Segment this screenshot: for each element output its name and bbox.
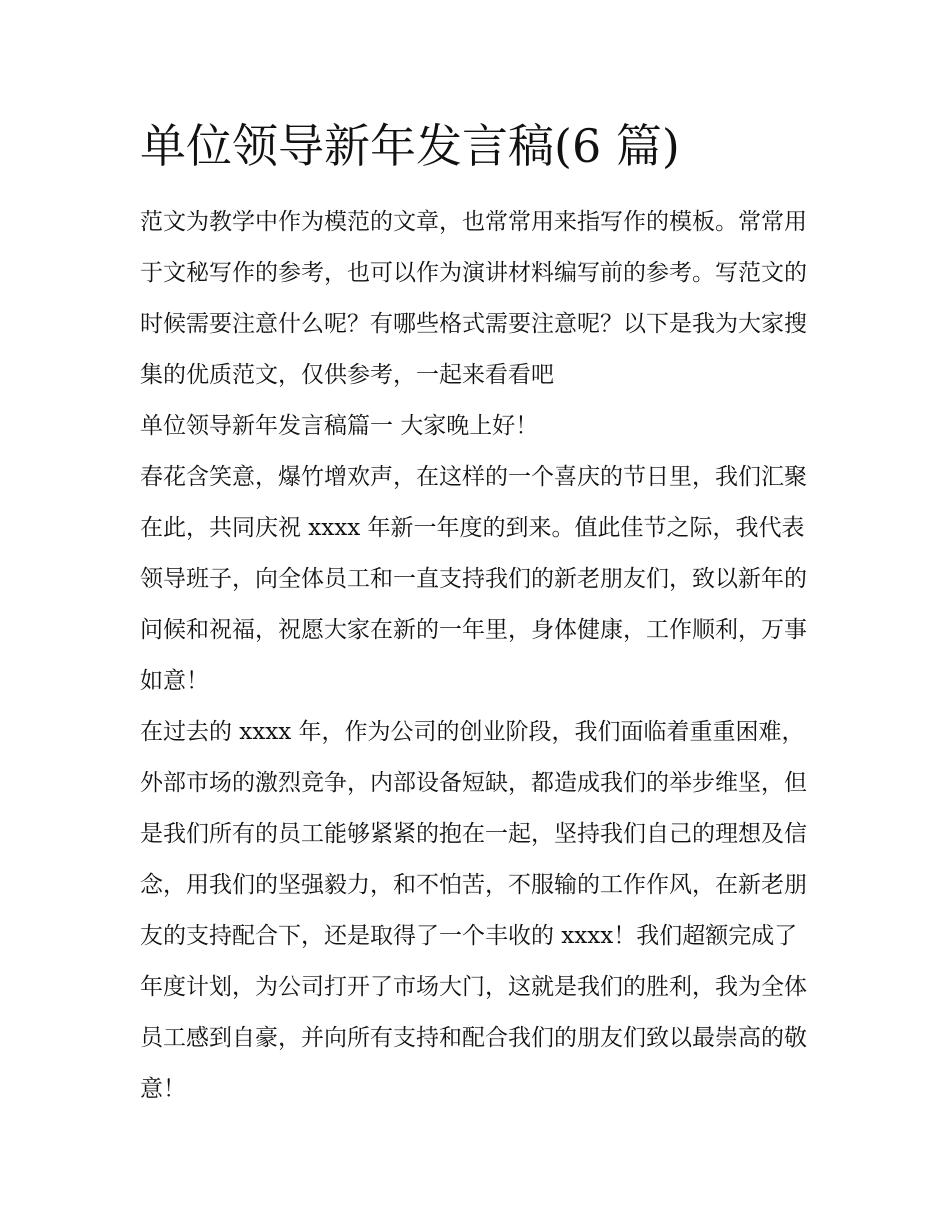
document-body	[140, 197, 812, 1115]
paragraph-review: 在过去的 xxxx 年，作为公司的创业阶段，我们面临着重重困难，外部市场的激烈竞争，内部设备短缺，都造成我们的举步维坚，但是我们所有的员工能够紧紧的抱在一起，坚持我们自己的理想及信念，用我们的坚强毅力，和不怕苦，不服输的工作作风，在新老朋友的支持配合下，还是取得了一个丰收的 xxxx！我们超额完成了年度计划，为公司打开了市场大门，这就是我们的胜利，我为全体员工感到自豪，并向所有支持和配合我们的朋友们致以最崇高的敬意！	[140, 719, 807, 1102]
paragraph-section-heading: 单位领导新年发言稿篇一 大家晚上好！	[140, 413, 539, 439]
paragraph-intro: 范文为教学中作为模范的文章，也常常用来指写作的模板。常常用于文秘写作的参考，也可以作为演讲材料编写前的参考。写范文的时候需要注意什么呢？有哪些格式需要注意呢？以下是我为大家搜集的优质范文，仅供参考，一起来看看吧	[140, 209, 807, 388]
document-title: 单位领导新年发言稿(6 篇)	[140, 119, 680, 173]
paragraph-greeting: 春花含笑意，爆竹增欢声，在这样的一个喜庆的节日里，我们汇聚在此，共同庆祝 xxxx 年新一年度的到来。值此佳节之际，我代表领导班子，向全体员工和一直支持我们的新老朋友们，致以新年的问候和祝福，祝愿大家在新的一年里，身体健康，工作顺利，万事如意！	[140, 464, 807, 694]
